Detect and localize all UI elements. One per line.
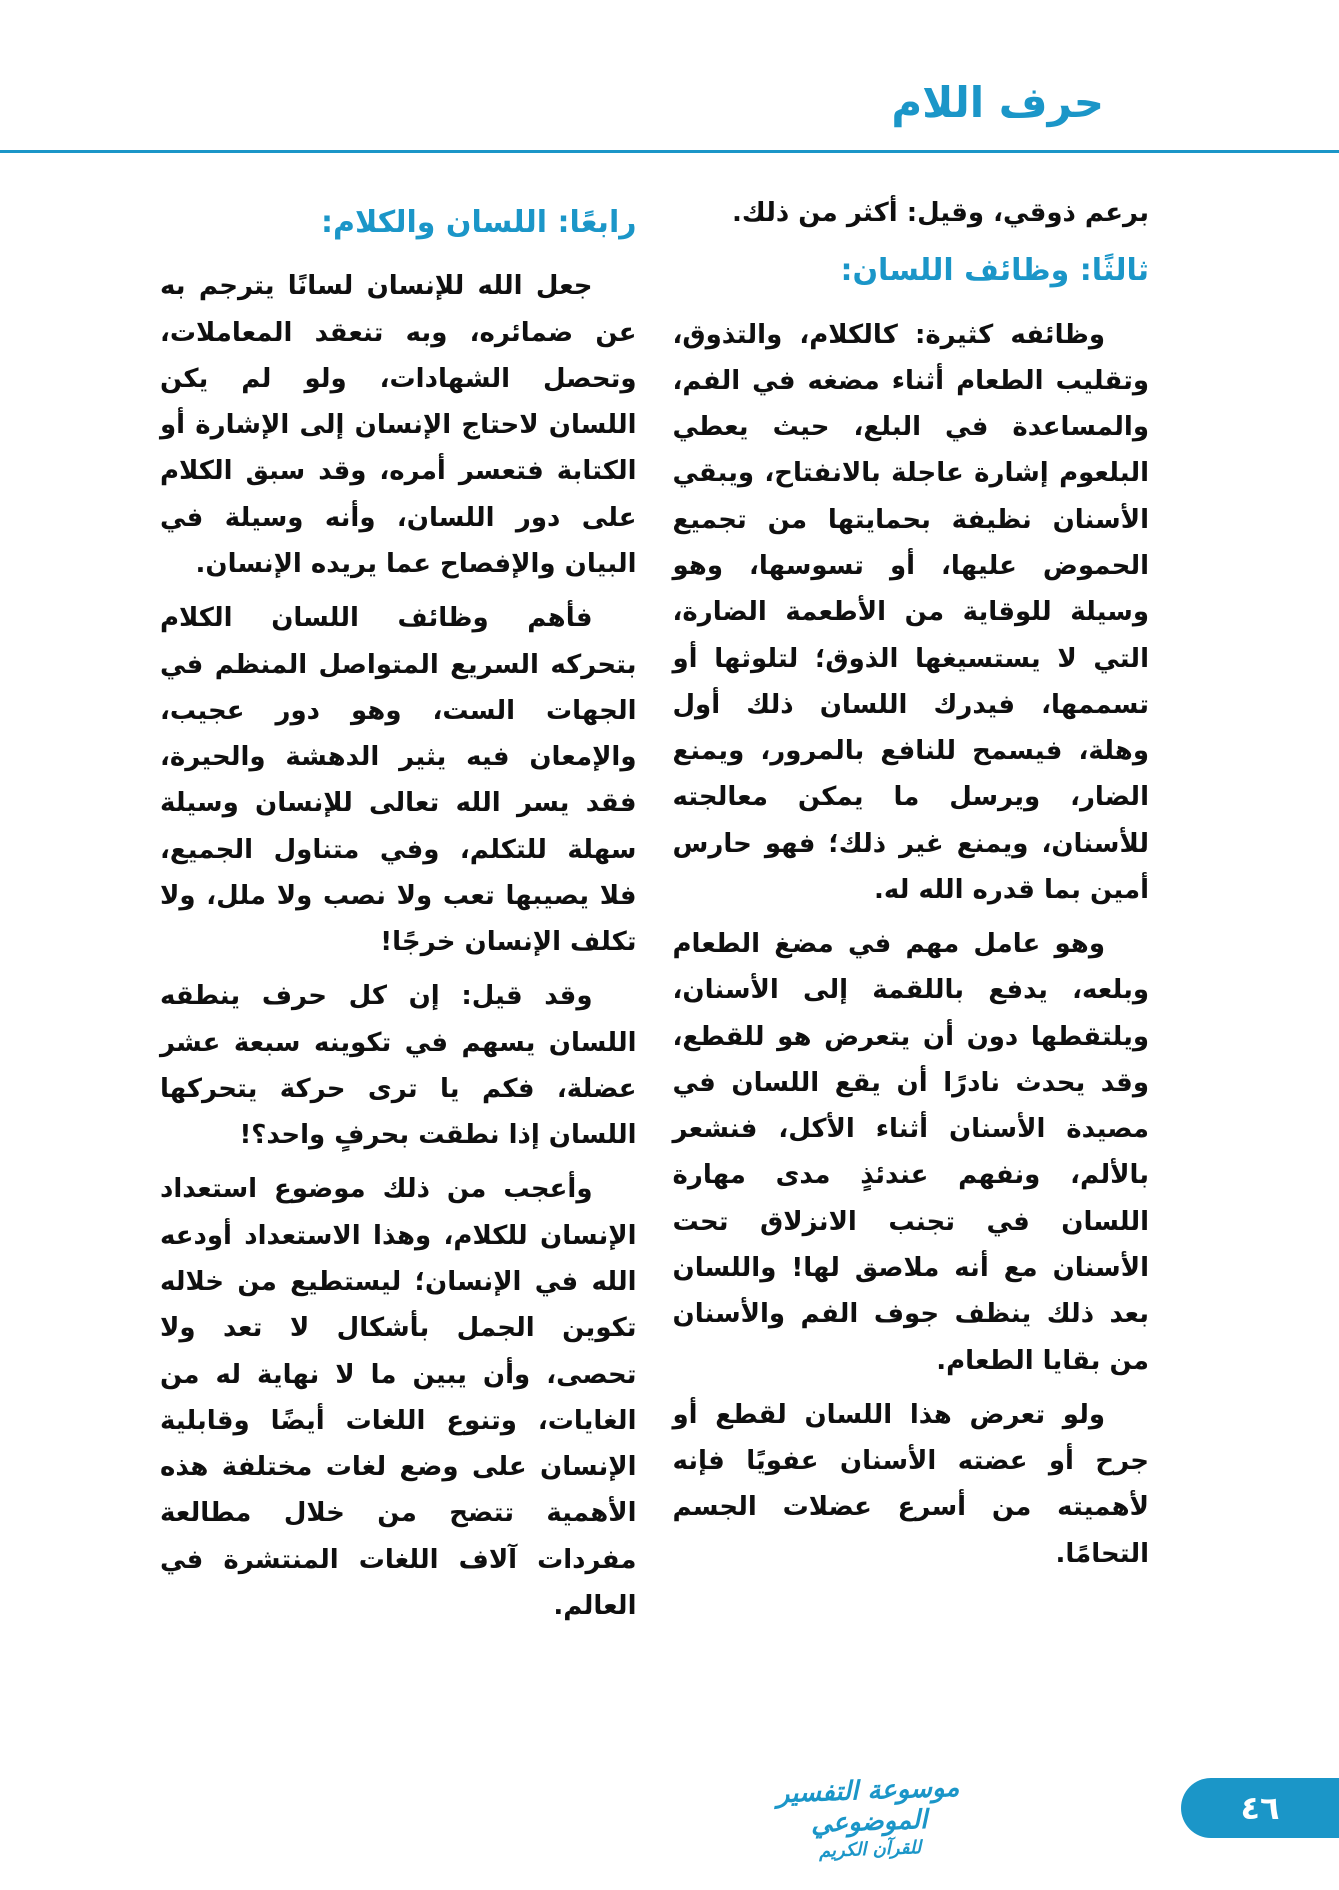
page-content bbox=[160, 190, 1149, 1637]
paragraph: وأعجب من ذلك موضوع استعداد الإنسان للكلام، وهذا الاستعداد أودعه الله في الإنسان؛ ليستطيع من خلاله تكوين الجمل بأشكال لا تعد ولا تحصى، وأن يبين ما لا نهاية له من الغايات، وتنوع اللغات أيضًا وقابلية الإنسان على وضع لغات مختلفة هذه الأهمية تتضح من خلال مطالعة مفردات آلاف اللغات المنتشرة في العالم. bbox=[160, 1174, 637, 1621]
paragraph: وظائفه كثيرة: كالكلام، والتذوق، وتقليب الطعام أثناء مضغه في الفم، والمساعدة في البلع، حيث يعطي البلعوم إشارة عاجلة بالانفتاح، ويبقي الأسنان نظيفة بحمايتها من تجميع الحموض عليها، أو تسوسها، وهو وسيلة للوقاية من الأطعمة الضارة، التي لا يستسيغها الذوق؛ لتلوثها أو تسممها، فيدرك اللسان ذلك أول وهلة، فيسمح للنافع بالمرور، ويمنع الضار، ويرسل ما يمكن معالجته للأسنان، ويمنع غير ذلك؛ فهو حارس أمين بما قدره الله له. bbox=[672, 319, 1149, 905]
column-right bbox=[673, 190, 1150, 1585]
paragraph: فأهم وظائف اللسان الكلام بتحركه السريع المتواصل المنظم في الجهات الست، وهو دور عجيب، والإمعان فيه يثير الدهشة والحيرة، فقد يسر الله تعالى للإنسان وسيلة سهلة للتكلم، وفي متناول الجميع، فلا يصيبها تعب ولا نصب ولا ملل، ولا تكلف الإنسان خرجًا! bbox=[160, 603, 637, 958]
paragraph: وهو عامل مهم في مضغ الطعام وبلعه، يدفع باللقمة إلى الأسنان، ويلتقطها دون أن يتعرض هو للقطع، وقد يحدث نادرًا أن يقع اللسان في مصيدة الأسنان أثناء الأكل، فنشعر بالألم، ونفهم عندئذٍ مدى مهارة اللسان في تجنب الانزلاق تحت الأسنان مع أنه ملاصق لها! واللسان بعد ذلك ينظف جوف الفم والأسنان من بقايا الطعام. bbox=[672, 929, 1149, 1376]
paragraph-continuation: برعم ذوقي، وقيل: أكثر من ذلك. bbox=[732, 198, 1149, 228]
section-heading-third: ثالثًا: وظائف اللسان: bbox=[840, 253, 1149, 289]
column-left bbox=[160, 190, 637, 1637]
publisher-logo-title: موسوعة التفسير الموضوعي bbox=[776, 1773, 960, 1840]
page-number-badge: ٤٦ bbox=[1181, 1778, 1339, 1838]
header-rule bbox=[0, 150, 1339, 153]
paragraph: جعل الله للإنسان لسانًا يترجم به عن ضمائره، وبه تنعقد المعاملات، وتحصل الشهادات، ولو لم يكن اللسان لاحتاج الإنسان إلى الإشارة أو الكتابة فتعسر أمره، وقد سبق الكلام على دور اللسان، وأنه وسيلة في البيان والإفصاح عما يريده الإنسان. bbox=[160, 271, 637, 579]
paragraph: ولو تعرض هذا اللسان لقطع أو جرح أو عضته الأسنان عفويًا فإنه لأهميته من أسرع عضلات الجسم التحامًا. bbox=[672, 1399, 1149, 1569]
section-heading-fourth: رابعًا: اللسان والكلام: bbox=[321, 205, 637, 240]
chapter-title: حرف اللام bbox=[891, 78, 1104, 127]
publisher-logo bbox=[733, 1772, 1006, 1867]
paragraph: وقد قيل: إن كل حرف ينطقه اللسان يسهم في تكوينه سبعة عشر عضلة، فكم يا ترى حركة يتحركها اللسان إذا نطقت بحرفٍ واحد؟! bbox=[160, 981, 637, 1151]
publisher-logo-subtitle: للقرآن الكريم bbox=[818, 1837, 922, 1863]
